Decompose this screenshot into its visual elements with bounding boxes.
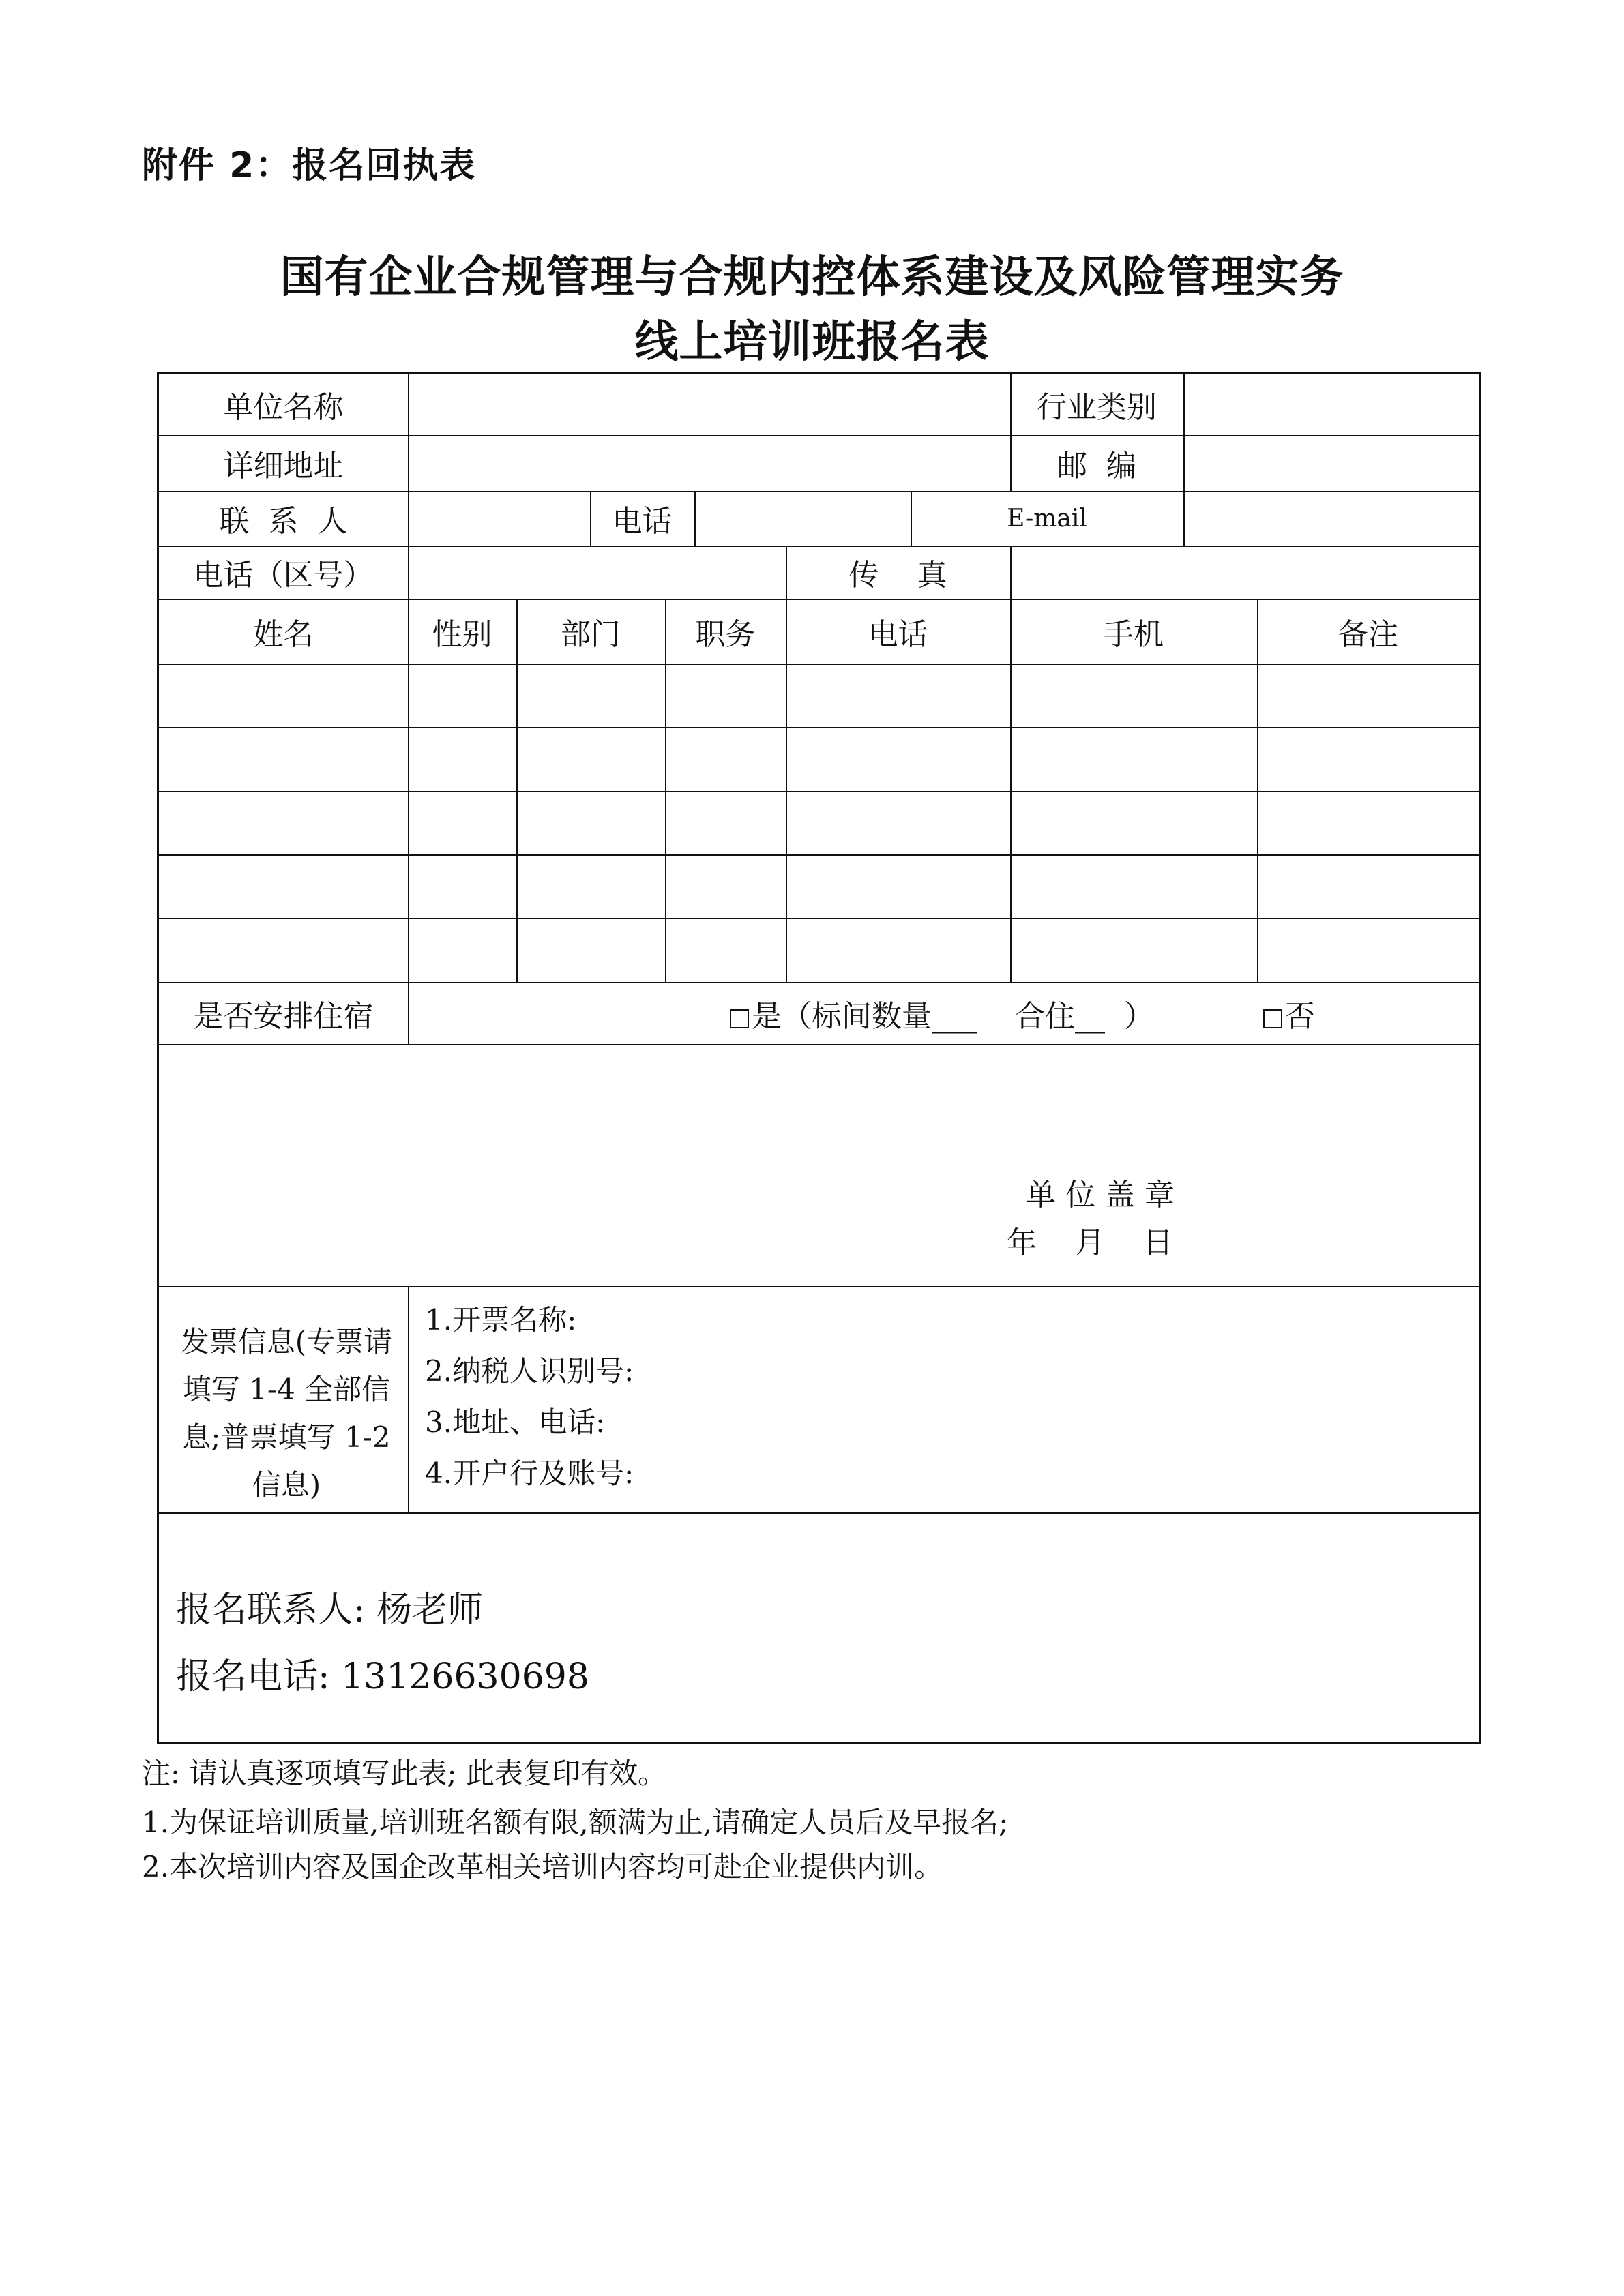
table-row[interactable] (159, 918, 1479, 982)
industry-field[interactable] (1185, 374, 1479, 435)
email-label: E-mail (1007, 504, 1087, 533)
col-header-mobile: 手机 (1104, 616, 1164, 652)
col-header-gender: 性别 (432, 616, 492, 652)
accommodation-no-option[interactable] (1263, 992, 1315, 1035)
form-title: 国有企业合规管理与合规内控体系建设及风险管理实务 (280, 252, 1344, 303)
area-phone-label: 电话（区号） (193, 558, 374, 593)
invoice-info-label: 发票信息(专票请填写 1-4 全部信息;普票填写 1-2 信息) (180, 1325, 393, 1502)
contact-person-label: 联 系 人 (219, 504, 348, 539)
checkbox-icon[interactable] (1263, 1009, 1282, 1028)
accommodation-label: 是否安排住宿 (193, 998, 374, 1034)
org-name-field[interactable] (409, 374, 1009, 435)
note-item-2: 2.本次培训内容及国企改革相关培训内容均可赴企业提供内训。 (142, 1850, 943, 1883)
registration-form (157, 372, 1481, 1744)
invoice-item-tax-id: 2.纳税人识别号: (425, 1354, 634, 1388)
fax-field[interactable] (1012, 546, 1479, 599)
col-header-department: 部门 (561, 616, 621, 652)
phone-field[interactable] (696, 491, 911, 546)
registration-contact: 报名联系人: 杨老师 (176, 1590, 484, 1630)
seal-label: 单 位 盖 章 (1026, 1178, 1175, 1212)
org-name-label: 单位名称 (223, 390, 344, 425)
table-row[interactable] (159, 664, 1479, 727)
form-note: 注: 请认真逐项填写此表; 此表复印有效。 (142, 1757, 667, 1790)
address-field[interactable] (409, 435, 1009, 491)
col-header-phone: 电话 (868, 616, 928, 652)
registration-phone: 报名电话: 13126630698 (176, 1656, 589, 1697)
form-subtitle: 线上培训班报名表 (634, 316, 990, 368)
accommodation-no-label: 否 (1284, 998, 1315, 1034)
invoice-item-title: 1.开票名称: (425, 1303, 577, 1337)
note-item-1: 1.为保证培训质量,培训班名额有限,额满为止,请确定人员后及早报名; (142, 1806, 1009, 1839)
table-row[interactable] (159, 854, 1479, 918)
checkbox-icon[interactable] (730, 1009, 749, 1028)
address-label: 详细地址 (223, 449, 344, 483)
invoice-item-address-phone: 3.地址、电话: (425, 1405, 606, 1439)
accommodation-yes-option[interactable] (730, 992, 1154, 1035)
area-phone-field[interactable] (409, 546, 786, 599)
postcode-label: 邮 编 (1057, 449, 1136, 483)
fax-label: 传 真 (848, 558, 947, 593)
postcode-field[interactable] (1185, 435, 1479, 491)
table-row[interactable] (159, 791, 1479, 854)
attachment-label: 附件 2：报名回执表 (142, 145, 477, 186)
col-header-remarks: 备注 (1338, 616, 1398, 652)
col-header-name: 姓名 (253, 616, 314, 652)
table-row[interactable] (159, 727, 1479, 791)
contact-person-field[interactable] (409, 491, 590, 546)
email-field[interactable] (1185, 491, 1479, 546)
accommodation-options (409, 982, 1479, 1044)
phone-label: 电话 (612, 504, 673, 539)
invoice-item-bank-account: 4.开户行及账号: (425, 1457, 634, 1490)
accommodation-yes-label: 是（标间数量___ 合住__ ） (752, 998, 1154, 1034)
date-label: 年 月 日 (1007, 1225, 1173, 1260)
col-header-position: 职务 (695, 616, 756, 652)
industry-label: 行业类别 (1037, 390, 1157, 425)
